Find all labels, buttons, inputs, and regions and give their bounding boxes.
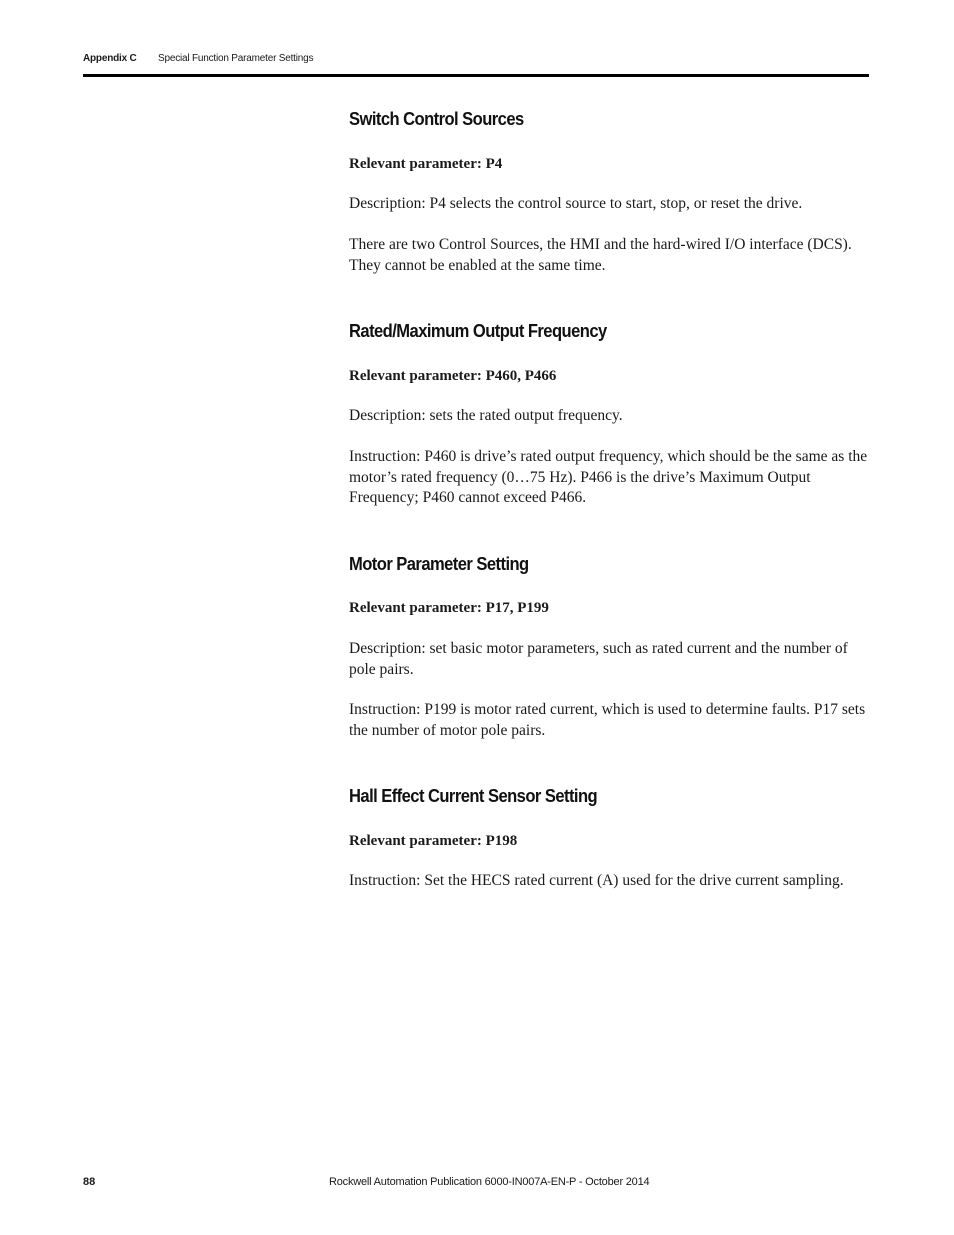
page-footer — [83, 1176, 869, 1196]
section-motor-parameter-setting — [349, 553, 869, 739]
header-rule — [83, 74, 869, 77]
instruction-paragraph: Instruction: Set the HECS rated current (A) used for the drive current sampling. — [349, 872, 844, 889]
section-rated-max-output-frequency — [349, 320, 869, 506]
relevant-parameter: Relevant parameter: P460, P466 — [349, 368, 557, 384]
instruction-paragraph: Instruction: P460 is drive’s rated output frequency, which should be the same as the motor’s rated frequency (0…75 Hz). P466 is the drive’s Maximum Output Frequency; P460 cannot exceed P466. — [349, 448, 868, 506]
page-header — [83, 52, 869, 76]
relevant-parameter: Relevant parameter: P4 — [349, 156, 503, 172]
section-heading: Rated/Maximum Output Frequency — [349, 321, 607, 341]
section-heading: Motor Parameter Setting — [349, 554, 529, 574]
instruction-paragraph: Instruction: P199 is motor rated current, which is used to determine faults. P17 sets the number of motor pole pairs. — [349, 701, 866, 739]
section-heading: Hall Effect Current Sensor Setting — [349, 786, 598, 806]
description-paragraph: Description: P4 selects the control source to start, stop, or reset the drive. — [349, 195, 803, 212]
description-paragraph: Description: sets the rated output frequency. — [349, 407, 623, 424]
body-paragraph: There are two Control Sources, the HMI and the hard-wired I/O interface (DCS). They cannot be enabled at the same time. — [349, 236, 852, 274]
section-switch-control-sources — [349, 108, 869, 274]
relevant-parameter: Relevant parameter: P198 — [349, 833, 518, 849]
header-chapter-title: Special Function Parameter Settings — [158, 53, 314, 64]
relevant-parameter: Relevant parameter: P17, P199 — [349, 600, 549, 616]
description-paragraph: Description: set basic motor parameters, such as rated current and the number of pole pairs. — [349, 640, 848, 678]
section-heading: Switch Control Sources — [349, 109, 524, 129]
header-appendix-label: Appendix C — [83, 53, 137, 64]
section-hall-effect-current-sensor-setting — [349, 785, 869, 889]
page-number: 88 — [83, 1176, 96, 1188]
publication-info: Rockwell Automation Publication 6000-IN007A-EN-P - October 2014 — [329, 1176, 650, 1188]
